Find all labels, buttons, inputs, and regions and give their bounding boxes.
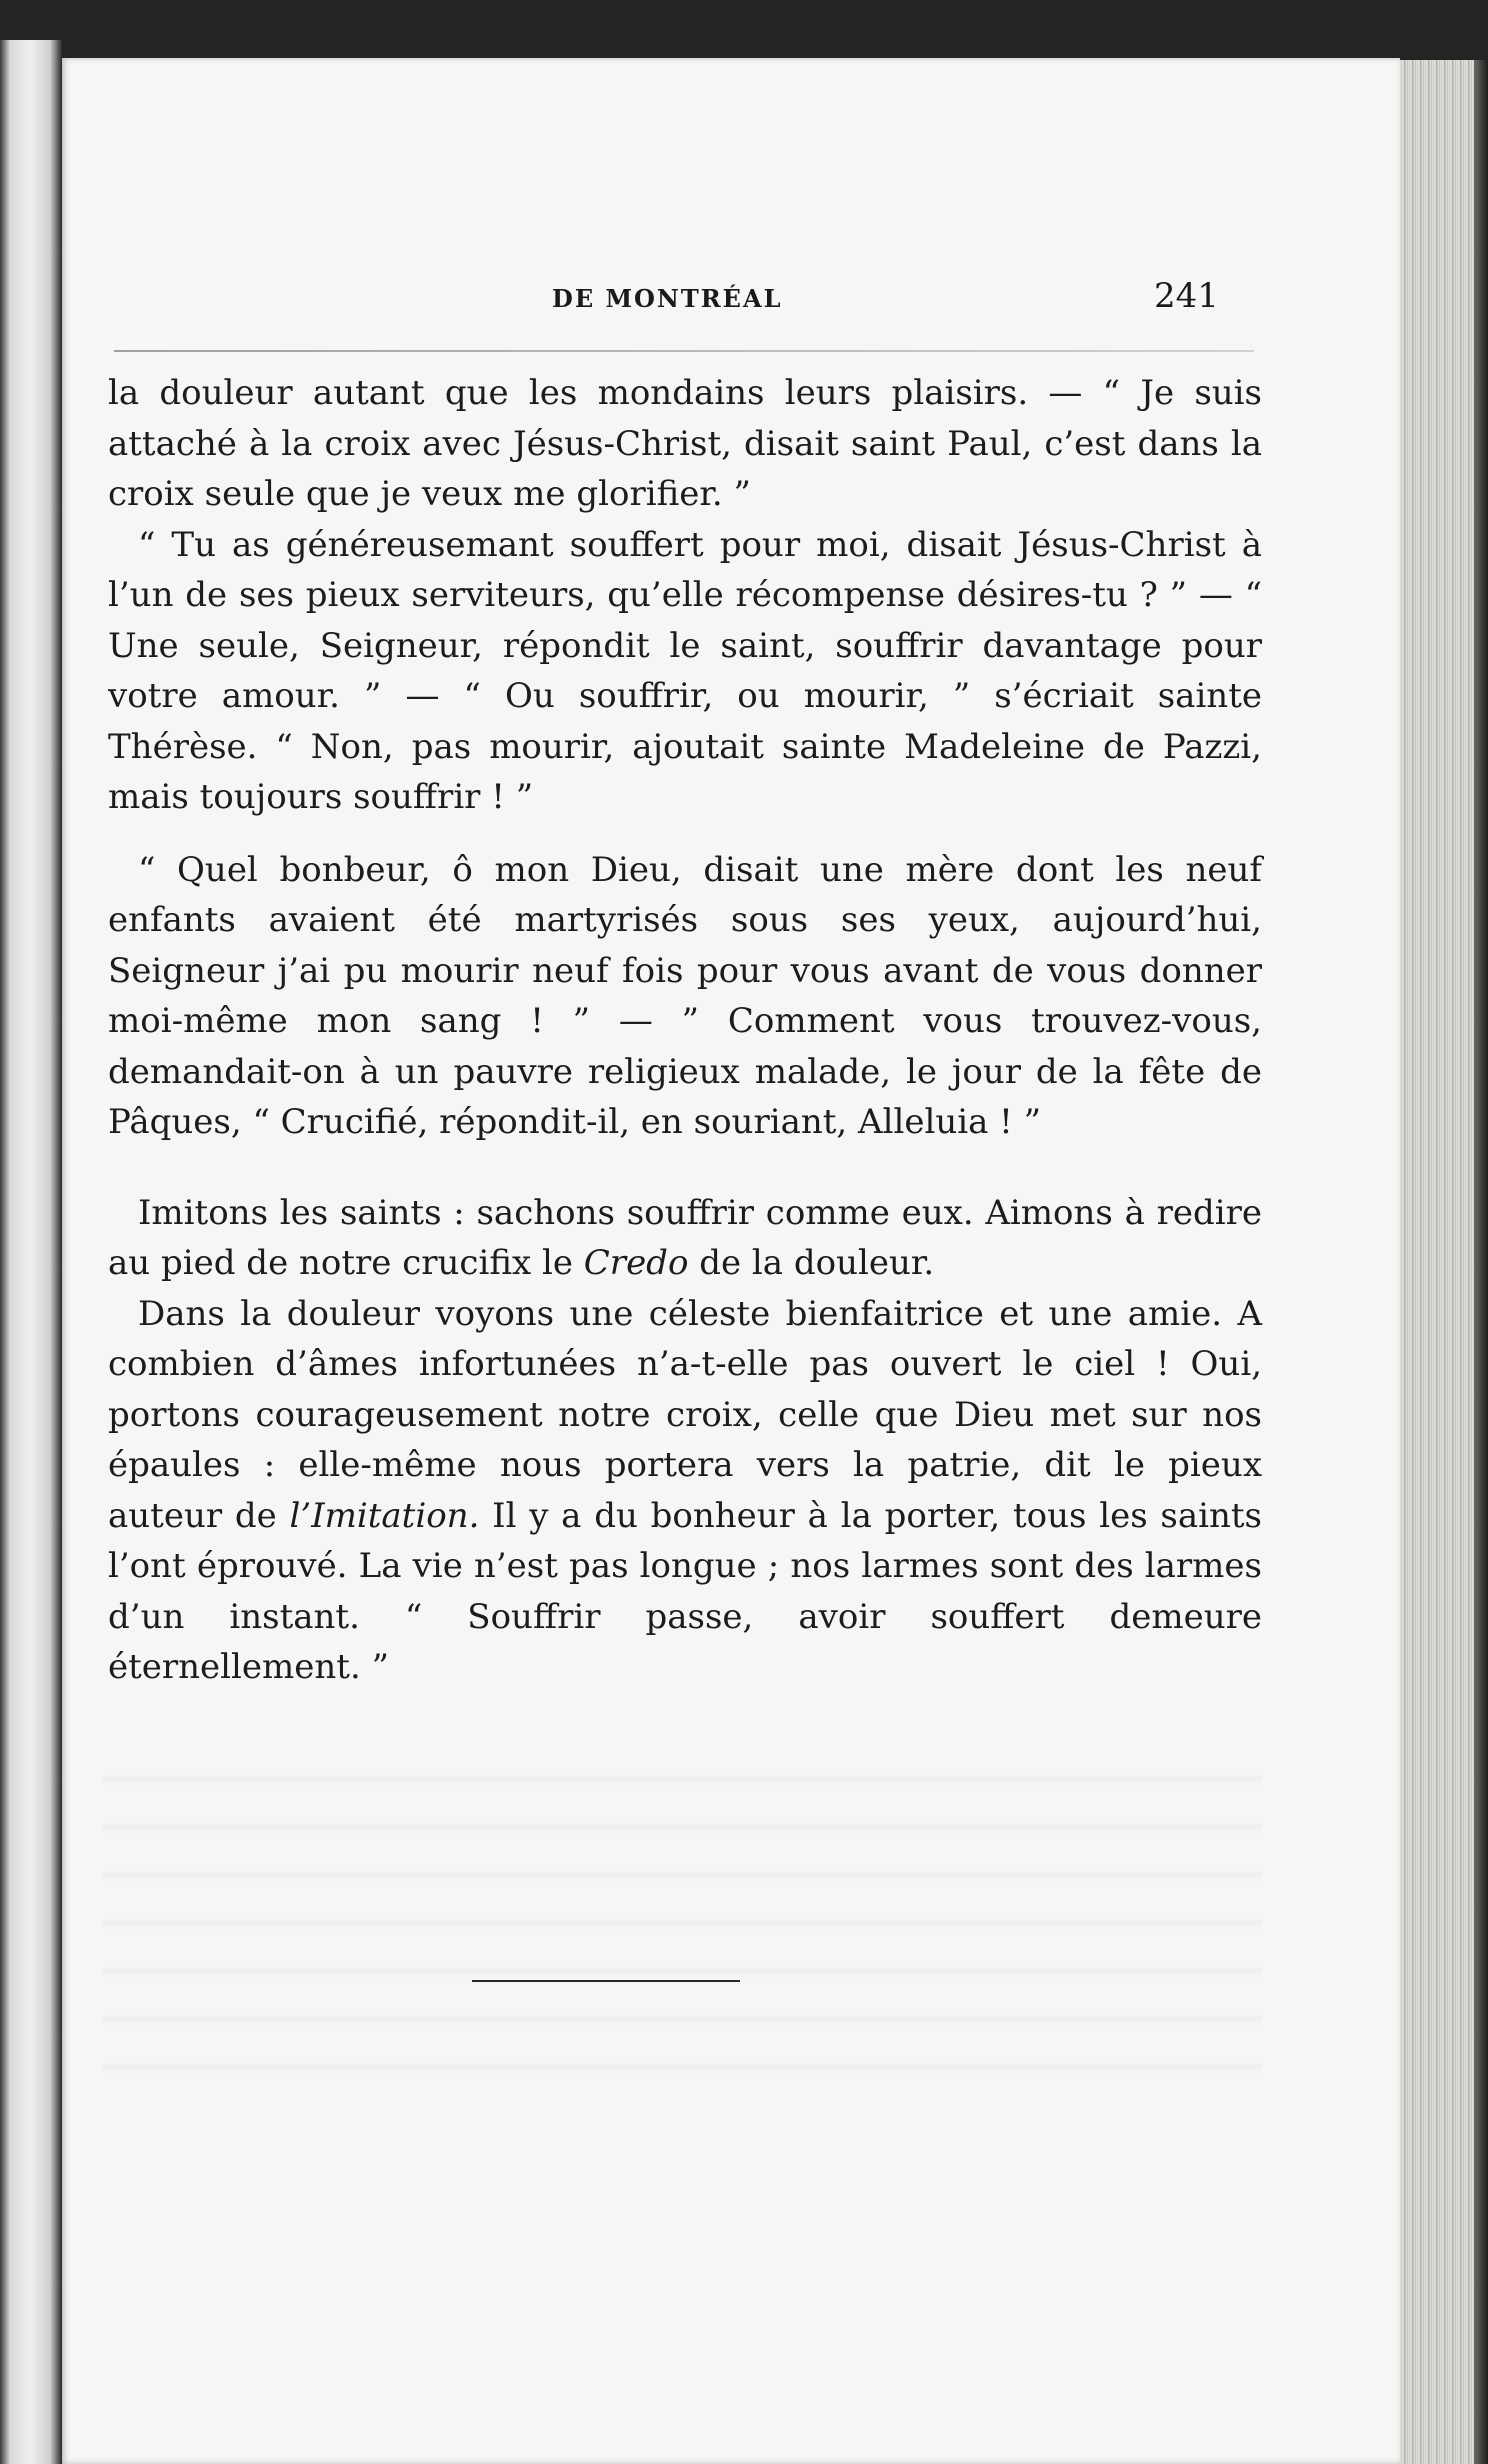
paragraph-4-text-a: Imitons les saints : sachons souffrir comme eux. Aimons à redire au pied de notre crucifix le — [108, 1192, 1262, 1283]
paragraph-4-text-b: de la douleur. — [688, 1243, 935, 1283]
paragraph-5-text-b: Il y a du bonheur à la porter, tous les saints l’ont éprouvé. La vie n’est pas longue ; nos larmes sont des larmes d’un instant. “ Souffrir passe, avoir souffert demeure éternellement. ” — [108, 1495, 1263, 1687]
right-page-edges — [1400, 60, 1488, 2464]
header-rule — [114, 350, 1254, 352]
running-title: DE MONTRÉAL — [552, 284, 783, 313]
left-page-edge — [0, 40, 62, 2464]
body-text — [108, 368, 1262, 1693]
running-head — [62, 276, 1400, 316]
paragraph-4-italic: Credo — [583, 1243, 689, 1283]
paragraph-1: la douleur autant que les mondains leurs plaisirs. — “ Je suis attaché à la croix avec Jésus-Christ, disait saint Paul, c’est dans la croix seule que je veux me glorifier. ” — [108, 373, 1262, 514]
paragraph-4 — [108, 1188, 1262, 1289]
page-number: 241 — [1154, 276, 1219, 316]
paragraph-3: “ Quel bonbeur, ô mon Dieu, disait une mère dont les neuf enfants avaient été martyrisés sous ses yeux, aujourd’hui, Seigneur j’ai pu mourir neuf fois pour vous avant de vous donner moi-même mon sang ! ” — ” Comment vous trouvez-vous, demandait-on à un pauvre religieux malade, le jour de la fête de Pâques, “ Crucifié, répondit-il, en souriant, Alleluia ! ” — [108, 849, 1262, 1142]
book-page — [62, 58, 1400, 2464]
bleed-through-shadow — [102, 1738, 1262, 2098]
section-end-rule — [472, 1980, 740, 1982]
paragraph-5 — [108, 1289, 1262, 1693]
paragraph-5-text-a: Dans la douleur voyons une céleste bienfaitrice et une amie. A combien d’âmes infortunées n’a-t-elle pas ouvert le ciel ! Oui, portons courageusement notre croix, celle que Dieu met sur nos épaules : elle-même nous portera vers la patrie, dit le pieux auteur de — [108, 1293, 1262, 1536]
paragraph-5-italic: l’Imitation. — [289, 1495, 480, 1536]
paragraph-2: “ Tu as généreusemant souffert pour moi, disait Jésus-Christ à l’un de ses pieux serviteurs, qu’elle récompense désires-tu ? ” — “ Une seule, Seigneur, répondit le saint, souffrir davantage pour votre amour. ” — “ Ou souffrir, ou mourir, ” s’écriait sainte Thérèse. “ Non, pas mourir, ajoutait sainte Madeleine de Pazzi, mais toujours souffrir ! ” — [108, 524, 1262, 817]
